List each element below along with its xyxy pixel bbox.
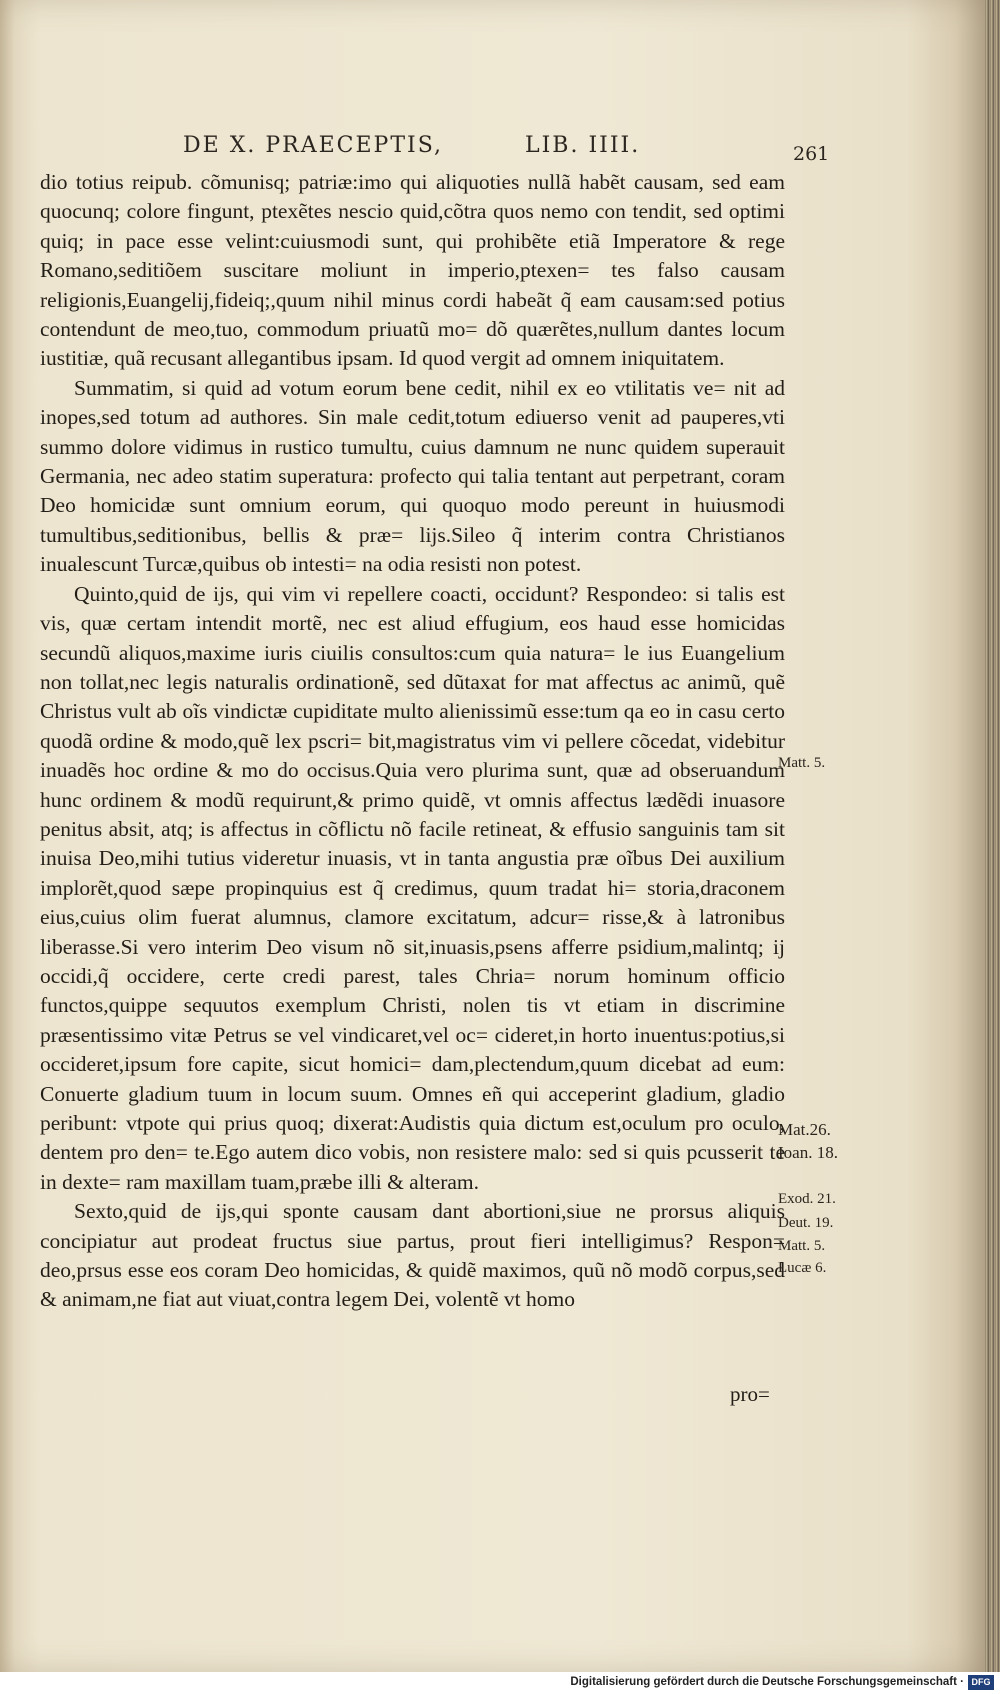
catchword: pro= <box>730 1382 770 1406</box>
paragraph: Sexto,quid de ijs,qui sponte causam dant abortioni,siue ne prorsus aliquis concipiatur aut prodeat fructus siue partus, prout fieri intelligimus? Respon= deo,prsus esse eos coram Deo homicidas, & quidẽ maximos, quũ nõ modõ corpus,sed & animam,ne fiat aut viuat,contra legem Dei, volentẽ vt homo <box>40 1199 785 1312</box>
running-head-book: LIB. IIII. <box>525 133 641 158</box>
page-edge <box>985 0 1000 1672</box>
margin-note: Exod. 21. <box>778 1191 836 1207</box>
body-text <box>40 168 785 1315</box>
margin-note: Matt. 5. <box>778 1238 826 1254</box>
margin-note: Ioan. 18. <box>778 1143 838 1162</box>
running-head-title: DE X. PRAECEPTIS, <box>183 133 443 158</box>
paragraph: Summatim, si quid ad votum eorum bene cedit, nihil ex eo vtilitatis ve= nit ad inopes,sed totum ad authores. Sin male cedit,totum ediuerso venit ad pauperes,vti summo dolore vidimus in rustico tumultu, cuius damnum ne nunc quidem superauit Germania, nec adeo statim superatura: profecto qui talia tentant aut perpetrant, coram Deo homicidæ sunt omnium eorum, qui quoquo modo pereunt in huiusmodi tumultibus,seditionibus, bellis & præ= lijs.Sileo q̃ interim contra Christianos inualescunt Turcæ,quibus ob intesti= na odia resisti non potest. <box>40 375 785 577</box>
running-head <box>183 133 848 163</box>
page-number: 261 <box>793 143 830 165</box>
margin-note: Matt. 5. <box>778 755 826 771</box>
margin-note: Deut. 19. <box>778 1215 834 1231</box>
margin-note: Lucæ 6. <box>778 1260 827 1276</box>
footer-bar <box>0 1672 1000 1694</box>
dfg-logo: DFG <box>968 1675 994 1690</box>
margin-note: Mat.26. <box>778 1120 831 1139</box>
funding-notice: Digitalisierung gefördert durch die Deutsche Forschungsgemeinschaft · <box>570 1676 964 1688</box>
paragraph: Quinto,quid de ijs, qui vim vi repellere coacti, occidunt? Respondeo: si talis est vis, quæ certam intendit mortẽ, nec est aliud effugium, eos haud esse homicidas secundũ aliquos,maxime iuris ciuilis consultos:cum quia natura= le ius Euangelium non tollat,nec legis naturalis ordinationẽ, sed dũtaxat for mat affectus ac animũ, quẽ Christus vult ab oĩs vindictæ cupiditate multo alienissimũ esse:tum qa eo in casu certo quodã ordine & modo,quẽ lex pscri= bit,magistratus vim vi pellere cõcedat, videbitur inuadẽs hoc ordine & mo do occisus.Quia vero plurima sunt, quæ ad obseruandum hunc ordinem & modũ requirunt,& primo quidẽ, vt omnis affectus lædẽdi inuasore penitus absit, atq; is affectus in cõflictu nõ facile retineat, & effusio sanguinis tam sit inuisa Deo,mihi tutius videretur inuasis, vt in tanta angustia præ oĩbus Dei auxilium implorẽt,quod sæpe propinquius est q̃ credimus, quum tradat hi= storia,draconem eius,cuius olim fuerat alumnus, clamore excitatum, adcur= risse,& à latronibus liberasse.Si vero interim Deo visum nõ sit,inuasis,psens afferre psidium,malintq; ij occidi,q̃ occidere, certe credi parest, tales Chria= norum hominum officio functos,quippe sequutos exemplum Christi, nolen tis vt etiam in discrimine præsentissimo vitæ Petrus se vel vindicaret,vel oc= cideret,in horto inuentus:potius,si occideret,ipsum fore capite, sicut homici= dam,plectendum,quum dicebat ad eum: Conuerte gladium tuum in locum suum. Omnes eñ qui acceperint gladium, gladio peribunt: vtpote qui prius quoq; dixerat:Audistis quia dictum est,oculum pro oculo, dentem pro den= te.Ego autem dico vobis, non resistere malo: sed si quis pcusserit te in dexte= ram maxillam tuam,præbe illi & alteram. <box>40 581 785 1194</box>
paragraph: dio totius reipub. cõmunisq; patriæ:imo qui aliquoties nullã habẽt causam, sed eam quocunq; colore fingunt, ptexẽtes nescio quid,cõtra quos nemo con tendit, sed optimi quiq; in pace esse velint:cuiusmodi sunt, qui prohibẽte etiã Imperatore & rege Romano,seditiõem suscitare moliunt in imperio,ptexen= tes falso causam religionis,Euangelij,fideiq;,quum nihil minus cordi habeãt q̃ eam causam:sed potius contendunt de meo,tuo, commodum priuatũ mo= dõ quærẽtes,nullum dantes locum iustitiæ, quã recusant allegantibus ipsam. Id quod vergit ad omnem iniquitatem. <box>40 170 785 371</box>
